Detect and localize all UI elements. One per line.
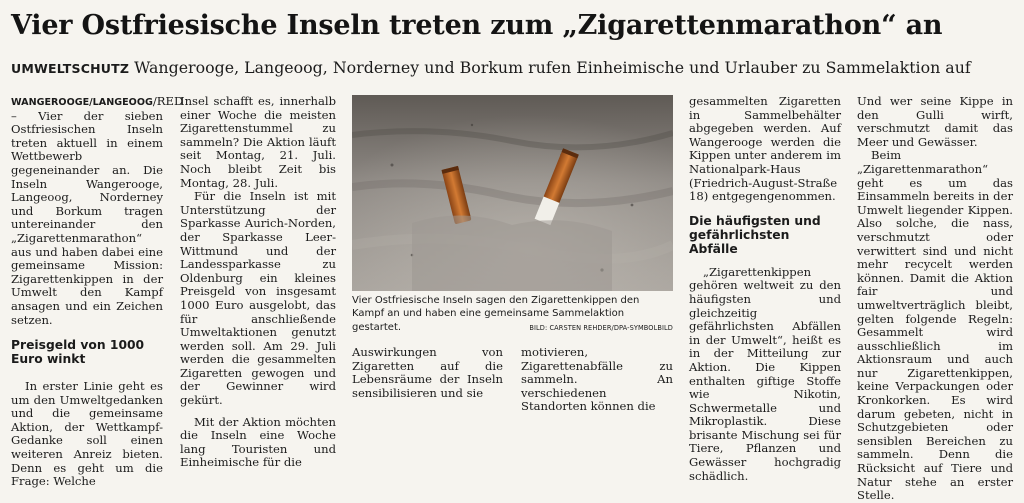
subheadline-row bbox=[11, 57, 1015, 80]
article-column-6 bbox=[857, 95, 1013, 503]
dateline-suffix: /RED – bbox=[11, 94, 184, 123]
cigarette-butts-sand-image bbox=[352, 95, 673, 291]
headline: Vier Ostfriesische Inseln treten zum „Zigarettenmarathon“ an bbox=[11, 10, 943, 41]
article-column-5 bbox=[689, 95, 841, 483]
col3-paragraph: Auswirkungen von Zigaretten auf die Lebensräume der Inseln sensibilisieren und sie bbox=[352, 345, 503, 400]
col1-paragraph-1: Vier der sieben Ostfriesischen Inseln treten aktuell in einem Wettbewerb gegeneinander an. Die Inseln Wangerooge, Langeoog, Norderney und Borkum tragen untereinander den „Zigarettenmarathon“ aus und haben dabei eine gemeinsame Mission: Zigarettenkippen in der Umwelt den Kampf ansagen und ein Zeichen setzen. bbox=[11, 108, 163, 327]
col5-paragraph-1: gesammelten Zigaretten in Sammelbehälter abgegeben werden. Auf Wangerooge werden die Kippen unter anderem im Nationalpark-Haus (Friedrich-August-Straße 18) entgegengenommen. bbox=[689, 94, 841, 204]
article-column-4 bbox=[521, 346, 673, 414]
article-photo bbox=[352, 95, 673, 291]
col2-paragraph-2: Für die Inseln ist mit Unterstützung der Sparkasse Aurich-Norden, der Sparkasse Leer-Wittmund und der Landessparkasse zu Oldenburg ein kleines Preisgeld von insgesamt 1000 Euro ausgelobt, das für anschließende Umweltaktionen genutzt werden soll. Am 29. Juli werden die gesammelten Zigaretten gewogen und der Gewinner wird gekürt. bbox=[180, 189, 336, 408]
photo-credit: BILD: CARSTEN REHDER/DPA-SYMBOLBILD bbox=[529, 324, 673, 332]
dateline: WANGEROOGE/LANGEOOG bbox=[11, 97, 153, 108]
col2-paragraph-1: Insel schafft es, innerhalb einer Woche die meisten Zigarettenstummel zu sammeln? Die Aktion läuft seit Montag, 21. Juli. Noch bleibt Zeit bis Montag, 28. Juli. bbox=[180, 94, 336, 190]
article-column-1 bbox=[11, 94, 184, 489]
subhead-abfaelle: Die häufigsten und gefährlichsten Abfälle bbox=[689, 213, 821, 256]
col6-paragraph-1: Und wer seine Kippe in den Gulli wirft, verschmutzt damit das Meer und Gewässer. bbox=[857, 94, 1013, 149]
col5-paragraph-2: „Zigarettenkippen gehören weltweit zu den häufigsten und gleichzeitig gefährlichsten Abfällen in der Umwelt“, heißt es in der Mitteilung zur Aktion. Die Kippen enthalten giftige Stoffe wie Nikotin, Schwermetalle und Mikroplastik. Diese brisante Mischung sei für Tiere, Pflanzen und Gewässer hochgradig schädlich. bbox=[689, 264, 841, 483]
col1-paragraph-2: In erster Linie geht es um den Umweltgedanken und die gemeinsame Aktion, der Wettkampf-Gedanke soll einen weiteren Anreiz bieten. Denn es geht um die Frage: Welche bbox=[11, 379, 163, 489]
article-column-3 bbox=[352, 346, 503, 400]
col6-paragraph-2: Beim „Zigarettenmarathon“ geht es um das Einsammeln bereits in der Umwelt liegender Kippen. Also solche, die nass, verschmutzt oder verwittert sind und nicht mehr recycelt werden können. Damit die Aktion fair und umweltverträglich bleibt, gelten folgende Regeln: Gesammelt wird ausschließlich im Aktionsraum und auch nur Zigarettenkippen, keine Verpackungen oder Kronkorken. Es wird darum gebeten, nicht in Schutzgebieten oder sensiblen Bereichen zu sammeln. Denn die Rücksicht auf Tiere und Natur stehe an erster Stelle. bbox=[857, 148, 1013, 503]
subheadline: Wangerooge, Langeoog, Norderney und Borkum rufen Einheimische und Urlauber zu Sammelaktion auf bbox=[134, 58, 971, 77]
article-column-2 bbox=[180, 95, 336, 470]
col4-paragraph: motivieren, Zigarettenabfälle zu sammeln. An verschiedenen Standorten können die bbox=[521, 345, 673, 414]
section-kicker: UMWELTSCHUTZ bbox=[11, 61, 130, 76]
subhead-preisgeld: Preisgeld von 1000 Euro winkt bbox=[11, 338, 145, 367]
col2-paragraph-3: Mit der Aktion möchten die Inseln eine Woche lang Touristen und Einheimische für die bbox=[180, 414, 336, 470]
photo-caption: Vier Ostfriesische Inseln sagen den Zigarettenkippen den Kampf an und haben eine gemeinsame Sammelaktion gestartet. bbox=[352, 295, 640, 333]
